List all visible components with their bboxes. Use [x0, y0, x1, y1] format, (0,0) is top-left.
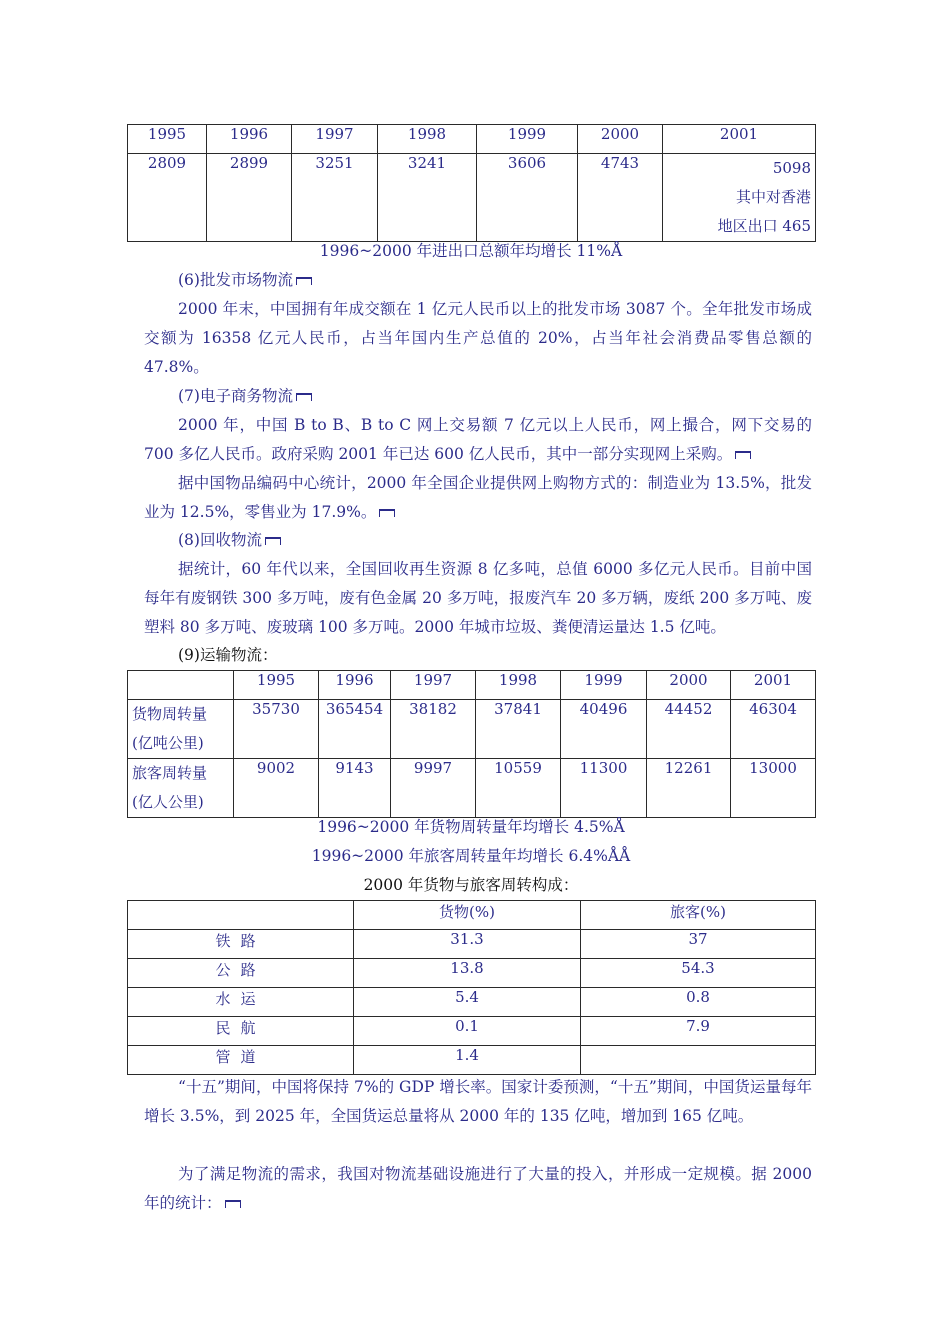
- value-cell: 37841: [476, 700, 561, 759]
- mode-cell: 铁路: [128, 930, 354, 959]
- table-row: [128, 1046, 816, 1075]
- year-cell: 2000: [647, 671, 731, 700]
- passenger-cell: 7.9: [581, 1017, 816, 1046]
- year-cell: 1999: [561, 671, 647, 700]
- cargo-cell: 5.4: [354, 988, 581, 1017]
- row-label: [128, 759, 234, 818]
- section-8-paragraph: 据统计，60 年代以来，全国回收再生资源 8 亿多吨，总值 6000 多亿元人民币。目前中国每年有废钢铁 300 多万吨，废有色金属 20 多万吨，报废汽车 20 多万辆，废纸 200 多万吨、废塑料 80 多万吨、废玻璃 100 多万吨。2000 年城市垃圾、粪便清运量达 1.5 亿吨。: [144, 560, 812, 636]
- value-cell: 9143: [319, 759, 391, 818]
- row-label-line-2: (亿吨公里): [132, 734, 204, 752]
- value-cell: 11300: [561, 759, 647, 818]
- year-cell: 1996: [319, 671, 391, 700]
- value-cell: 4743: [578, 154, 663, 242]
- mode-cell: 公路: [128, 959, 354, 988]
- value-cell: 40496: [561, 700, 647, 759]
- cargo-cell: 1.4: [354, 1046, 581, 1075]
- value-cell: 9002: [234, 759, 319, 818]
- section-6-heading: (6)批发市场物流: [178, 266, 312, 295]
- year-cell: 1996: [207, 125, 292, 154]
- row-label-line-1: 货物周转量: [132, 705, 208, 723]
- return-mark-icon: [296, 277, 312, 285]
- year-cell: 2000: [578, 125, 663, 154]
- row-label-line-2: (亿人公里): [132, 793, 204, 811]
- cargo-cell: 0.1: [354, 1017, 581, 1046]
- passenger-cell: [581, 1046, 816, 1075]
- value-2001: 5098: [772, 159, 811, 177]
- return-mark-icon: [379, 509, 395, 517]
- empty-cell: [128, 901, 354, 930]
- value-cell: 3241: [378, 154, 477, 242]
- return-mark-icon: [225, 1200, 241, 1208]
- value-cell: 10559: [476, 759, 561, 818]
- year-cell: 1997: [391, 671, 476, 700]
- return-mark-icon: [296, 393, 312, 401]
- section-7-paragraph-2: 据中国物品编码中心统计，2000 年全国企业提供网上购物方式的：制造业为 13.5%，批发业为 12.5%，零售业为 17.9%。: [144, 474, 812, 521]
- table-row: [128, 1017, 816, 1046]
- section-7-heading: (7)电子商务物流: [178, 382, 312, 411]
- value-cell: 46304: [731, 700, 816, 759]
- year-cell: 1998: [378, 125, 477, 154]
- row-label-line-1: 旅客周转量: [132, 764, 208, 782]
- table-row: [128, 759, 816, 818]
- value-cell: 9997: [391, 759, 476, 818]
- value-cell-2001: [663, 154, 816, 242]
- value-cell: 13000: [731, 759, 816, 818]
- passenger-cell: 54.3: [581, 959, 816, 988]
- value-cell: 3606: [477, 154, 578, 242]
- value-cell: 44452: [647, 700, 731, 759]
- mode-cell: 民航: [128, 1017, 354, 1046]
- table-row: [128, 700, 816, 759]
- value-cell: 365454: [319, 700, 391, 759]
- empty-cell: [128, 671, 234, 700]
- table-row: [128, 930, 816, 959]
- value-cell: 2899: [207, 154, 292, 242]
- cargo-cell: 13.8: [354, 959, 581, 988]
- mode-cell: 水运: [128, 988, 354, 1017]
- year-cell: 1995: [234, 671, 319, 700]
- year-cell: 1995: [128, 125, 207, 154]
- row-label: [128, 700, 234, 759]
- value-cell: 38182: [391, 700, 476, 759]
- year-cell: 1999: [477, 125, 578, 154]
- table-row: [128, 988, 816, 1017]
- value-cell: 2809: [128, 154, 207, 242]
- value-cell: 12261: [647, 759, 731, 818]
- year-cell: 2001: [731, 671, 816, 700]
- forecast-paragraph: “十五”期间，中国将保持 7%的 GDP 增长率。国家计委预测，“十五”期间，中国货运量每年增长 3.5%，到 2025 年，全国货运总量将从 2000 年的 135 亿吨，增加到 165 亿吨。: [144, 1078, 812, 1125]
- infrastructure-paragraph: 为了满足物流的需求，我国对物流基础设施进行了大量的投入，并形成一定规模。据 2000 年的统计：: [144, 1165, 812, 1212]
- trade-table-header-row: [128, 125, 816, 154]
- value-cell: 3251: [292, 154, 378, 242]
- return-mark-icon: [265, 537, 281, 545]
- year-cell: 1997: [292, 125, 378, 154]
- year-cell: 2001: [663, 125, 816, 154]
- composition-caption: 2000 年货物与旅客周转构成：: [363, 876, 579, 894]
- section-8-heading: (8)回收物流: [178, 526, 281, 555]
- note-line-1: 其中对香港: [735, 188, 811, 206]
- cargo-header: 货物(%): [354, 901, 581, 930]
- table-row: [128, 959, 816, 988]
- note-line-2: 地区出口 465: [717, 217, 811, 235]
- passenger-cell: 0.8: [581, 988, 816, 1017]
- composition-table: [127, 900, 815, 1075]
- section-7-paragraph-1: 2000 年，中国 B to B、B to C 网上交易额 7 亿元以上人民币，网上撮合，网下交易的 700 多亿人民币。政府采购 2001 年已达 600 亿人民币，其中一部分实现网上采购。: [144, 416, 812, 463]
- year-cell: 1998: [476, 671, 561, 700]
- section-6-paragraph: 2000 年末，中国拥有年成交额在 1 亿元人民币以上的批发市场 3087 个。全年批发市场成交额为 16358 亿元人民币，占当年国内生产总值的 20%，占当年社会消费品零售总额的 47.8%。: [144, 300, 812, 376]
- transport-table-header-row: [128, 671, 816, 700]
- passenger-cell: 37: [581, 930, 816, 959]
- section-9-heading: (9)运输物流：: [178, 646, 278, 664]
- mode-cell: 管道: [128, 1046, 354, 1075]
- return-mark-icon: [735, 451, 751, 459]
- freight-growth-caption: 1996~2000 年货物周转量年均增长 4.5%Å: [317, 818, 625, 836]
- trade-table: [127, 124, 815, 242]
- trade-growth-caption: 1996~2000 年进出口总额年均增长 11%Å: [319, 242, 623, 260]
- passenger-growth-caption: 1996~2000 年旅客周转量年均增长 6.4%ÅÅ: [311, 847, 631, 865]
- trade-table-value-row: [128, 154, 816, 242]
- cargo-cell: 31.3: [354, 930, 581, 959]
- passenger-header: 旅客(%): [581, 901, 816, 930]
- value-cell: 35730: [234, 700, 319, 759]
- transport-table: [127, 670, 815, 818]
- composition-header-row: [128, 901, 816, 930]
